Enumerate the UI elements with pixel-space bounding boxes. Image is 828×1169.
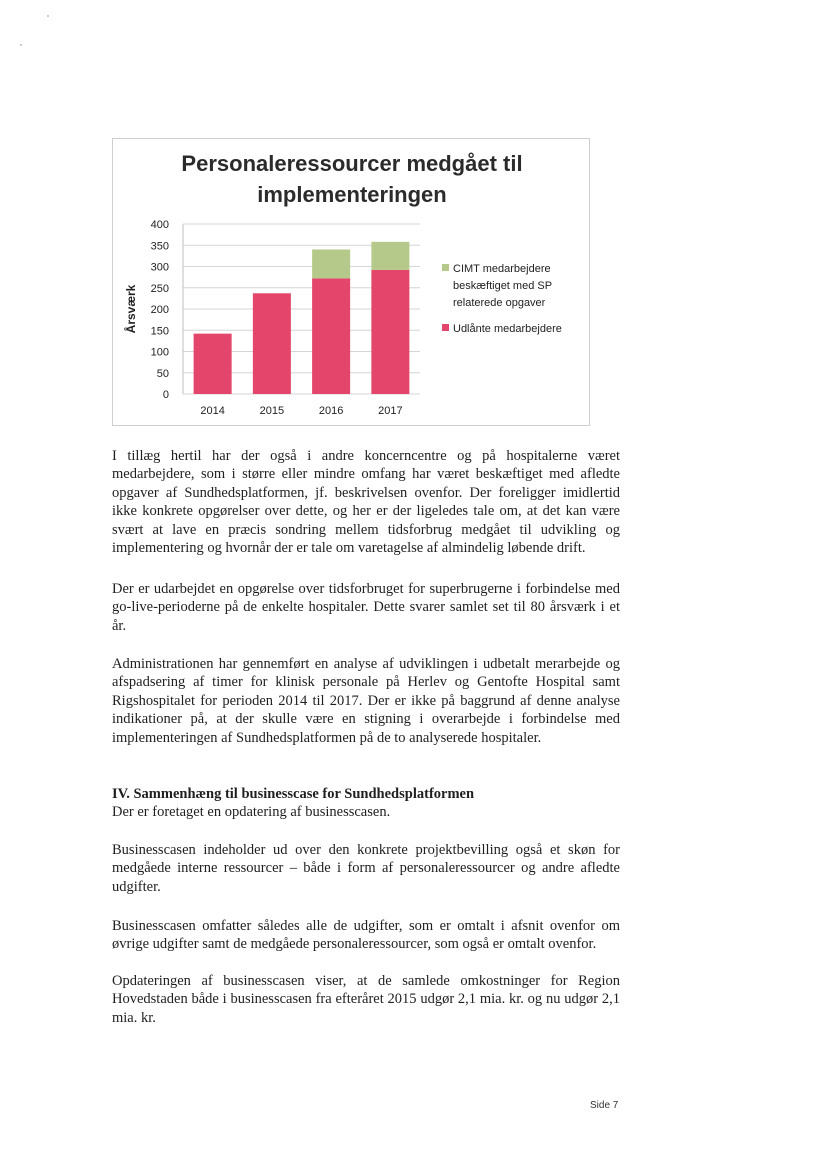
legend-swatch bbox=[442, 324, 449, 331]
chart-title-line: implementeringen bbox=[257, 182, 447, 207]
x-tick-label: 2015 bbox=[259, 405, 285, 417]
legend-label: beskæftiget med SP bbox=[453, 280, 553, 292]
bar-segment bbox=[371, 270, 409, 394]
paragraph-4: Businesscasen indeholder ud over den konkrete projektbevilling også et skøn for medgåede interne ressourcer – både i form af personaleressourcer og andre afledte udgifter. bbox=[112, 842, 620, 895]
section-heading: IV. Sammenhæng til businesscase for Sundhedsplatformen bbox=[112, 786, 475, 802]
y-tick-label: 250 bbox=[150, 282, 169, 295]
legend-label: relaterede opgaver bbox=[453, 297, 546, 309]
y-tick-label: 150 bbox=[150, 325, 169, 338]
bar-segment bbox=[253, 293, 291, 394]
paragraph-3: Administrationen har gennemført en analyse af udviklingen i udbetalt merarbejde og afspadsering af timer for klinisk personale på Herlev og Gentofte Hospital samt Rigshospitalet for perioden 2014 til 2017. Der er ikke på baggrund af denne analyse indikationer på, at der skulle være en stigning i overarbejde i forbindelse med implementeringen af Sundhedsplatformen på de to analyserede hospitaler. bbox=[112, 656, 620, 746]
paragraph-2: Der er udarbejdet en opgørelse over tidsforbruget for superbrugerne i forbindelse med go-live-perioderne på de enkelte hospitaler. Dette svarer samlet set til 80 årsværk i et år. bbox=[112, 581, 620, 634]
y-tick-label: 400 bbox=[150, 219, 169, 231]
x-tick-label: 2017 bbox=[378, 405, 403, 417]
section-subline: Der er foretaget en opdatering af businesscasen. bbox=[112, 804, 391, 820]
y-tick-label: 350 bbox=[150, 240, 169, 253]
y-tick-label: 300 bbox=[150, 261, 169, 274]
legend-label: CIMT medarbejdere bbox=[453, 263, 551, 275]
scan-speck bbox=[47, 15, 49, 17]
y-tick-label: 50 bbox=[156, 367, 169, 380]
bar-segment bbox=[312, 278, 350, 394]
legend-swatch bbox=[442, 264, 449, 271]
chart-title-line: Personaleressourcer medgået til bbox=[181, 151, 523, 176]
x-tick-label: 2016 bbox=[318, 405, 344, 417]
y-tick-label: 200 bbox=[150, 304, 169, 316]
scan-speck bbox=[20, 44, 22, 46]
chart-container bbox=[112, 138, 590, 426]
bar-segment bbox=[371, 242, 409, 270]
bar-segment bbox=[194, 334, 232, 394]
page-number: Side 7 bbox=[590, 1100, 619, 1111]
y-axis-label: Årsværk bbox=[124, 284, 138, 334]
y-tick-label: 100 bbox=[150, 346, 169, 359]
paragraph-1: I tillæg hertil har der også i andre koncerncentre og på hospitalerne været medarbejdere, som i større eller mindre omfang har været beskæftiget med afledte opgaver af Sundhedsplatformen, jf. beskrivelsen ovenfor. Der foreligger imidlertid ikke konkrete opgørelser over dette, og her er der ligeledes tale om, at det kan være svært at lave en præcis sondring mellem tidsforbrug medgået til udvikling og implementering og hvornår der er tale om varetagelse af almindelig løbende drift. bbox=[112, 448, 620, 557]
bar-chart bbox=[113, 139, 591, 427]
x-tick-label: 2014 bbox=[200, 405, 225, 417]
bar-segment bbox=[312, 250, 350, 279]
y-tick-label: 0 bbox=[162, 389, 169, 401]
paragraph-5: Businesscasen omfatter således alle de udgifter, som er omtalt i afsnit ovenfor om øvrige udgifter samt de medgåede personaleressourcer, som også er omtalt ovenfor. bbox=[112, 918, 620, 953]
legend-label: Udlånte medarbejdere bbox=[453, 323, 562, 335]
paragraph-6: Opdateringen af businesscasen viser, at de samlede omkostninger for Region Hovedstaden både i businesscasen fra efteråret 2015 udgør 2,1 mia. kr. og nu udgør 2,1 mia. kr. bbox=[112, 973, 620, 1026]
